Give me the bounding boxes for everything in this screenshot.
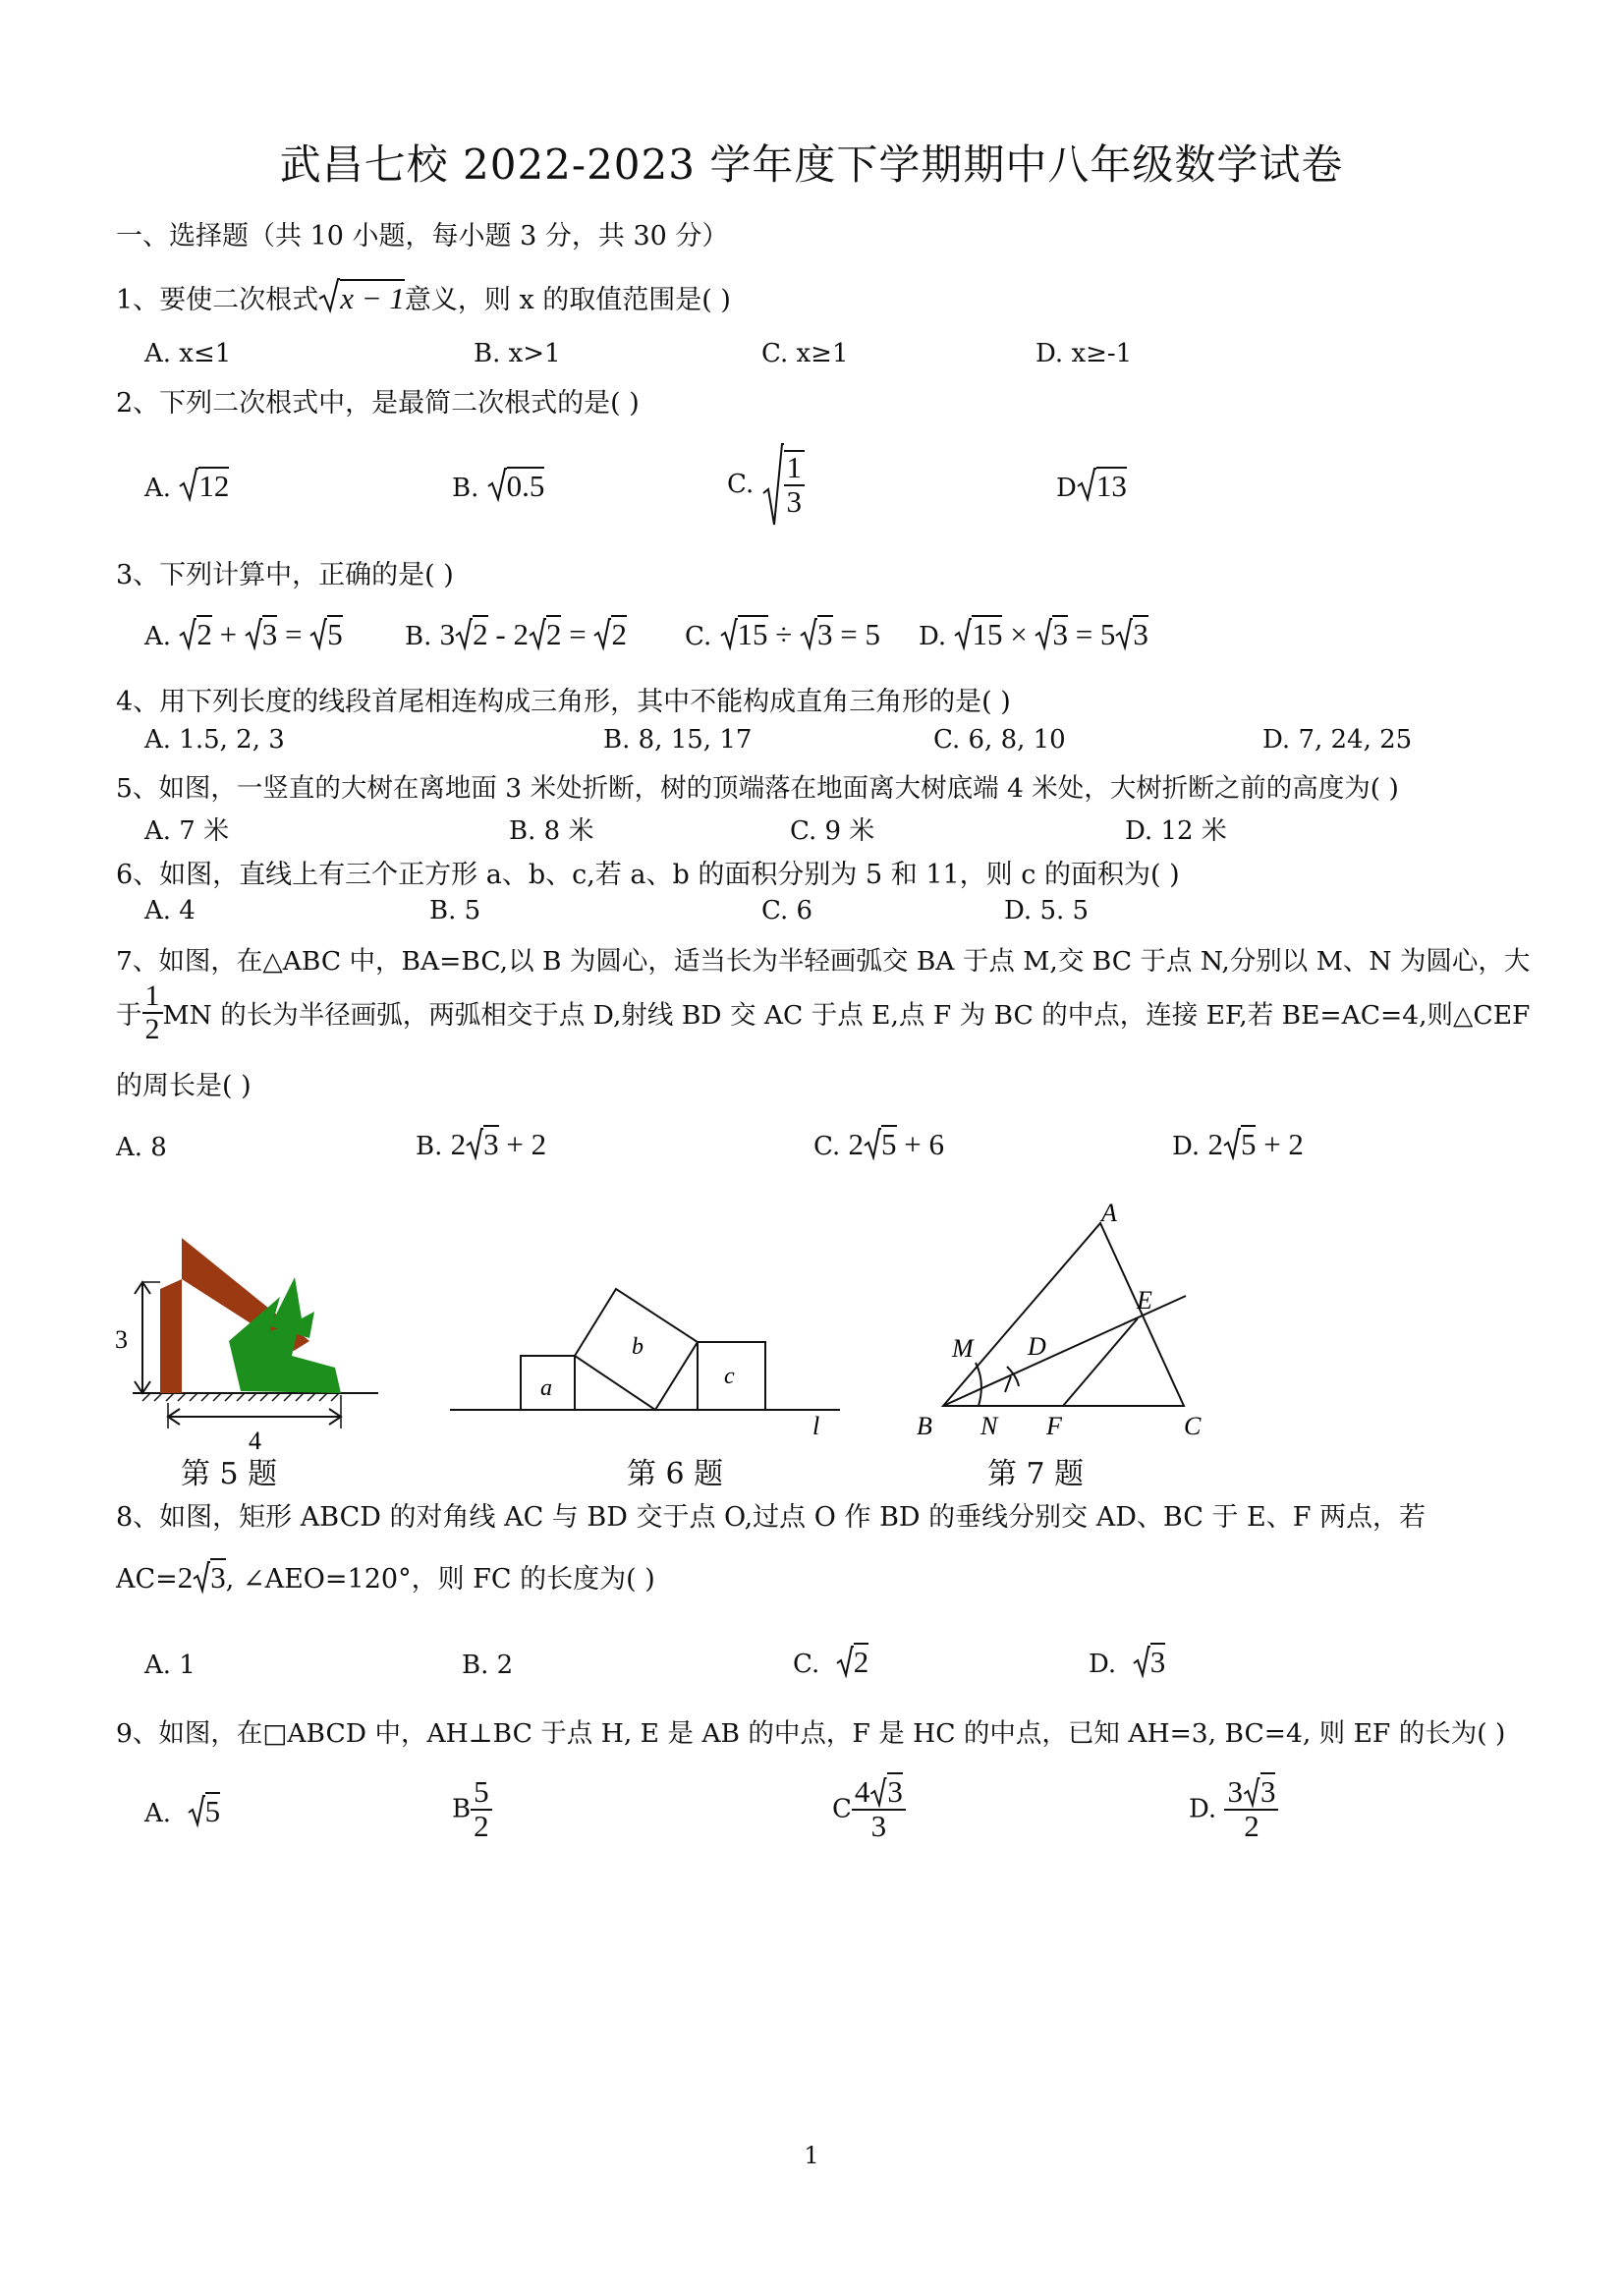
question-2: 2、下列二次根式中，是最简二次根式的是( ) <box>116 388 640 419</box>
q2-c-den: 3 <box>786 484 802 519</box>
q7-d-label: D. <box>1172 1132 1201 1161</box>
q7-frac-num: 1 <box>142 980 163 1014</box>
q9-c-label: C <box>832 1794 852 1824</box>
fig5-height-label: 3 <box>115 1325 128 1354</box>
q4-option-b: B. 8, 15, 17 <box>603 725 753 755</box>
q3-d-label: D. <box>919 622 947 651</box>
q9-option-c: C $\frac{4 3}{3}$ <box>832 1776 906 1842</box>
q1-text-b: 意义，则 x 的取值范围是( ) <box>404 285 731 315</box>
q7-option-c: C. 2 5 + 6 <box>813 1127 944 1161</box>
q1-option-b: B. x>1 <box>474 339 561 368</box>
q1-option-a: A. x≤1 <box>144 339 232 368</box>
q7-frac-den: 2 <box>144 1012 160 1045</box>
fig7-label-m: M <box>952 1334 974 1363</box>
fig7-label-b: B <box>917 1412 932 1440</box>
q9-a-label: A. <box>144 1799 172 1828</box>
q3-option-a: A. 2 + 3 = 5 <box>144 617 343 651</box>
q7-b-label: B. <box>416 1132 443 1161</box>
q8-option-b: B. 2 <box>462 1651 514 1680</box>
q7-line2-start: 于 <box>116 1000 142 1031</box>
figure-5-caption: 第 5 题 <box>181 1457 278 1491</box>
q4-option-d: D. 7, 24, 25 <box>1262 725 1413 755</box>
question-7-line-1: 7、如图，在△ABC 中，BA=BC,以 B 为圆心，适当长为半轻画弧交 BA 于点 M,交 BC 于点 N,分别以 M、N 为圆心，大 <box>116 946 1531 977</box>
q9-b-den: 2 <box>474 1808 489 1843</box>
figure-6-squares <box>447 1277 850 1449</box>
fig7-label-a: A <box>1101 1199 1117 1227</box>
q2-c-num: 1 <box>784 452 806 486</box>
q2-option-c <box>727 442 805 527</box>
q2-d-radicand: 13 <box>1095 469 1127 503</box>
figure-7-triangle <box>909 1194 1213 1454</box>
q1-option-c: C. x≥1 <box>761 339 849 368</box>
q9-c-den: 3 <box>870 1808 887 1843</box>
q8-option-a: A. 1 <box>144 1651 196 1680</box>
q6-option-a: A. 4 <box>144 896 196 925</box>
fig7-label-f: F <box>1046 1412 1062 1440</box>
q9-d-den: 2 <box>1244 1808 1259 1843</box>
q5-option-c: C. 9 米 <box>790 816 875 846</box>
question-5: 5、如图，一竖直的大树在离地面 3 米处折断，树的顶端落在地面离大树底端 4 米处，大树折断之前的高度为( ) <box>116 773 1399 804</box>
q6-option-d: D. 5. 5 <box>1004 896 1090 925</box>
q8-c-label: C. <box>793 1650 820 1679</box>
question-6: 6、如图，直线上有三个正方形 a、b、c,若 a、b 的面积分别为 5 和 11，则 c 的面积为( ) <box>116 860 1180 890</box>
q1-text-a: 1、要使二次根式 <box>116 285 319 315</box>
q8-d-label: D. <box>1089 1650 1117 1679</box>
q9-b-label: B <box>452 1794 472 1824</box>
q7-c-label: C. <box>813 1132 841 1161</box>
q2-b-label: B. <box>452 474 479 503</box>
fig7-label-d: D <box>1028 1332 1046 1361</box>
q2-option-b <box>452 467 544 504</box>
q4-option-a: A. 1.5, 2, 3 <box>144 725 285 755</box>
fig6-label-b: b <box>632 1334 644 1360</box>
page-title: 武昌七校 2022-2023 学年度下学期期中八年级数学试卷 <box>279 140 1344 189</box>
q4-option-c: C. 6, 8, 10 <box>933 725 1066 755</box>
page-number: 1 <box>804 2142 819 2169</box>
q3-option-b: B. 3 2 - 2 2 = 2 <box>405 617 627 651</box>
fig7-label-c: C <box>1184 1412 1202 1440</box>
question-4: 4、用下列长度的线段首尾相连构成三角形，其中不能构成直角三角形的是( ) <box>116 687 1011 717</box>
fig7-label-n: N <box>980 1412 998 1440</box>
q7-option-b: B. 2 3 + 2 <box>416 1127 547 1161</box>
question-9: 9、如图，在□ABCD 中，AH⊥BC 于点 H, E 是 AB 的中点，F 是 HC 的中点，已知 AH=3, BC=4, 则 EF 的长为( ) <box>116 1718 1506 1749</box>
q7-line2-rest: MN 的长为半径画弧，两弧相交于点 D,射线 BD 交 AC 于点 E,点 F 为 BC 的中点，连接 EF,若 BE=AC=4,则△CEF <box>162 1000 1531 1031</box>
q2-d-label: D <box>1056 474 1077 503</box>
question-1 <box>116 277 731 316</box>
q9-option-a: A. 5 <box>144 1794 221 1828</box>
q3-a-label: A. <box>144 622 172 651</box>
q6-option-b: B. 5 <box>429 896 481 925</box>
q9-b-num: 5 <box>471 1776 492 1811</box>
fig5-width-label: 4 <box>249 1427 261 1454</box>
section-heading: 一、选择题（共 10 小题，每小题 3 分，共 30 分） <box>116 221 729 252</box>
q7-option-d: D. 2 5 + 2 <box>1172 1127 1304 1161</box>
q3-option-c: C. 15 ÷ 3 = 5 <box>685 617 880 651</box>
q3-option-d: D. 15 × 3 = 5 3 <box>919 617 1148 651</box>
q2-a-label: A. <box>144 474 172 503</box>
fig6-label-a: a <box>540 1375 552 1401</box>
q9-option-b <box>452 1776 492 1842</box>
q1-radical <box>318 277 405 316</box>
q5-option-d: D. 12 米 <box>1125 816 1227 846</box>
q8-line2-rest: , ∠AEO=120°，则 FC 的长度为( ) <box>225 1564 655 1595</box>
figure-5-tree <box>113 1228 388 1454</box>
q2-option-a <box>144 467 229 504</box>
figure-7-caption: 第 7 题 <box>987 1457 1085 1491</box>
q8-option-d: D. 3 <box>1089 1645 1166 1679</box>
question-7-line-3: 的周长是( ) <box>116 1071 252 1101</box>
question-7-line-2 <box>116 980 1530 1044</box>
q3-c-label: C. <box>685 622 712 651</box>
q1-radicand: x − 1 <box>340 281 405 315</box>
question-8-line-2: AC=2 3, ∠AEO=120°，则 FC 的长度为( ) <box>116 1560 655 1595</box>
q2-option-d <box>1056 467 1127 504</box>
q1-option-d: D. x≥-1 <box>1035 339 1133 368</box>
q8-line2-start: AC= <box>116 1564 178 1595</box>
question-3: 3、下列计算中，正确的是( ) <box>116 560 454 590</box>
q9-d-label: D. <box>1189 1794 1217 1824</box>
q5-option-a: A. 7 米 <box>144 816 230 846</box>
q3-b-label: B. <box>405 622 432 651</box>
q2-c-label: C. <box>727 470 755 499</box>
q8-option-c: C. 2 <box>793 1645 869 1679</box>
q9-option-d: D. $\frac{3 3}{2}$ <box>1189 1776 1278 1842</box>
fig7-label-e: E <box>1137 1286 1152 1315</box>
q6-option-c: C. 6 <box>761 896 813 925</box>
figure-6-caption: 第 6 题 <box>627 1457 724 1491</box>
fig6-label-l: l <box>812 1412 820 1440</box>
question-8-line-1: 8、如图，矩形 ABCD 的对角线 AC 与 BD 交于点 O,过点 O 作 BD 的垂线分别交 AD、BC 于 E、F 两点，若 <box>116 1502 1427 1533</box>
q7-option-a: A. 8 <box>116 1133 167 1162</box>
q2-b-radicand: 0.5 <box>506 469 545 503</box>
q5-option-b: B. 8 米 <box>509 816 594 846</box>
q2-a-radicand: 12 <box>198 469 230 503</box>
fig6-label-c: c <box>724 1364 735 1389</box>
